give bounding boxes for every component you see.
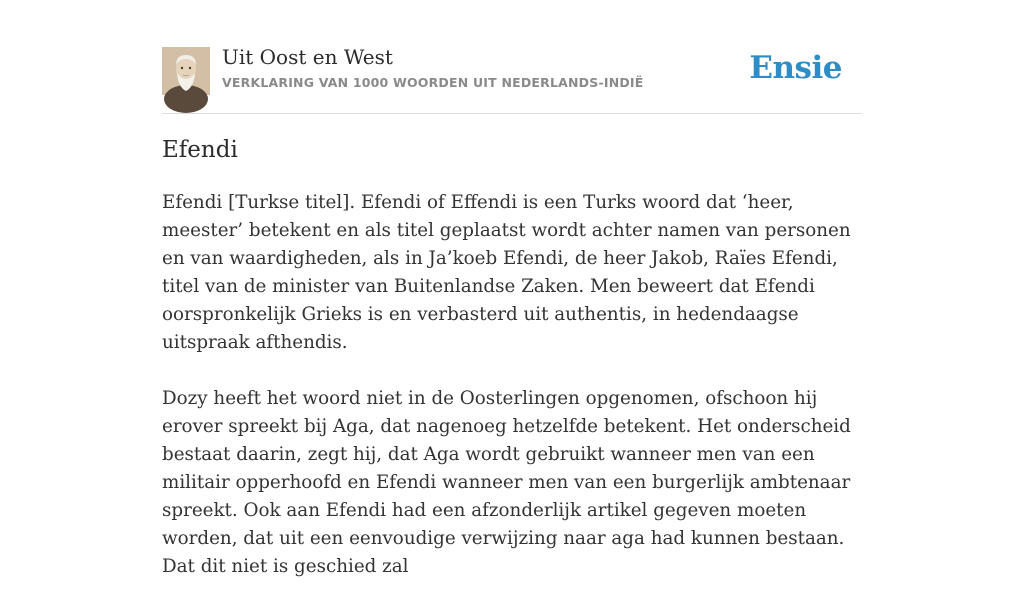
entry-title: Efendi <box>162 137 238 163</box>
entry-paragraph: Efendi [Turkse titel]. Efendi of Effendi is een Turks woord dat ‘heer, meester’ betekent en als titel geplaatst wordt achter namen van personen en van waardigheden, als in Ja’koeb Efendi, de heer Jakob, Raïes Efendi, titel van de minister van Buitenlandse Zaken. Men beweert dat Efendi oorspronkelijk Grieks is en verbasterd uit authentis, in hedendaagse uitspraak afthendis. <box>162 192 851 353</box>
source-header <box>162 0 862 114</box>
content-container <box>162 0 862 577</box>
portrait-image <box>162 47 210 95</box>
author-portrait-avatar[interactable] <box>162 47 210 95</box>
entry-body <box>162 189 862 609</box>
ensie-logo-link[interactable]: Ensie <box>749 50 842 86</box>
source-subtitle: VERKLARING VAN 1000 WOORDEN UIT NEDERLANDS-INDIË <box>222 75 644 90</box>
source-title[interactable]: Uit Oost en West <box>222 45 393 69</box>
entry-paragraph: Dozy heeft het woord niet in de Oosterlingen opgenomen, ofschoon hij erover spreekt bij Aga, dat nagenoeg hetzelfde betekent. Het onderscheid bestaat daarin, zegt hij, dat Aga wordt gebruikt wanneer men van een militair opperhoofd en Efendi wanneer men van een burgerlijk ambtenaar spreekt. Ook aan Efendi had een afzonderlijk artikel gegeven moeten worden, dat uit een eenvoudige verwijzing naar aga had kunnen bestaan. Dat dit niet is geschied zal <box>162 388 851 577</box>
